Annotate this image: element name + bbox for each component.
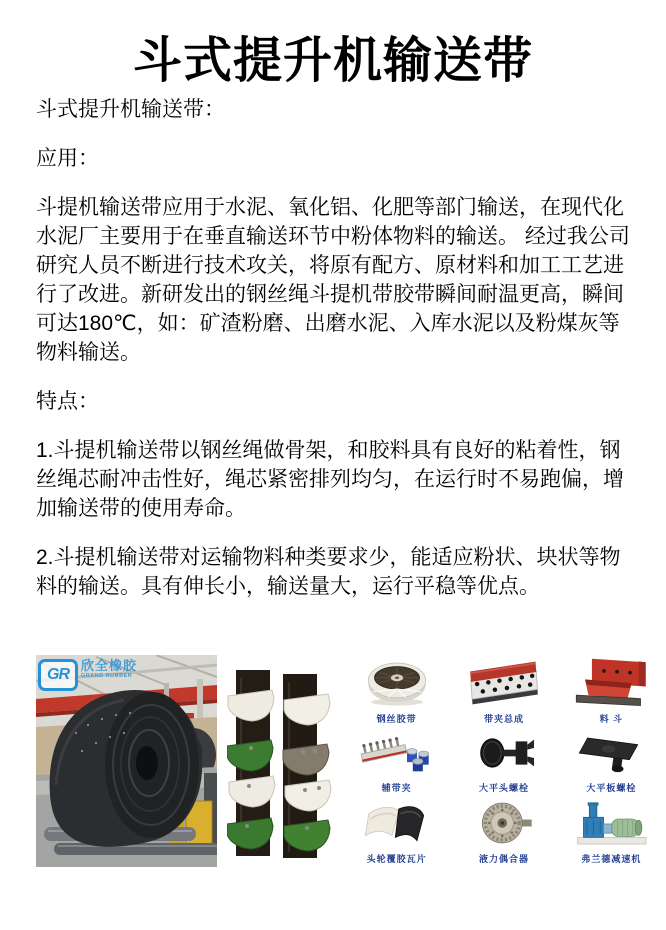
hopper-image: [566, 657, 656, 709]
paragraph-feature-2: 2.斗提机输送带对运输物料种类要求少，能适应粉状、块状等物料的输送。具有伸长小，输送量大，运行平稳等优点。: [36, 546, 621, 598]
brand-name-cn: 欣全橡胶: [81, 658, 138, 673]
product-gallery: [0, 648, 666, 878]
paragraph-application: 斗提机输送带应用于水泥、氧化铝、化肥等部门输送，在现代化水泥厂主要用于在垂直输送环节中粉体物料的输送。 经过我公司研究人员不断进行技术攻关，将原有配方、原材料和加工工艺进行了改进。新研发出的钢丝绳斗提机带胶带瞬间耐温更高，瞬间可达180℃，如：矿渣粉磨、出磨水泥、入库水泥以及粉煤灰等物料输送。: [36, 196, 630, 364]
flat-head-bolt-image: [459, 728, 549, 778]
product-tile-flat-head-bolt: [450, 728, 557, 797]
product-label: 头轮覆胶瓦片: [366, 854, 427, 864]
flender-reducer-image: [566, 799, 656, 849]
page-title: 斗式提升机输送带: [132, 34, 533, 88]
product-tile-flat-plate-bolt: [558, 728, 665, 797]
buckets-display-image: [227, 668, 333, 861]
product-tile-belt-clamp-strip: [343, 728, 450, 797]
article-subtitle: 斗式提升机输送带：: [36, 98, 225, 121]
product-label: 大平头螺栓: [478, 783, 529, 793]
paragraph-feature-1: 1.斗提机输送带以钢丝绳做骨架，和胶料具有良好的粘着性，钢丝绳芯耐冲击性好，绳芯紧密排列均匀，在运行时不易跑偏，增加输送带的使用寿命。: [36, 439, 624, 520]
flat-plate-bolt-image: [566, 728, 656, 778]
product-label: 辅带夹: [381, 783, 412, 793]
product-tile-fluid-coupling: [450, 797, 557, 868]
product-label: 液力偶合器: [478, 854, 529, 864]
product-tile-head-pulley-rubber-tile: [343, 797, 450, 868]
product-tile-hopper: [558, 657, 665, 728]
brand-logo: [38, 659, 137, 691]
product-label: 带夹总成: [483, 714, 524, 724]
section-heading-application: 应用：: [36, 147, 99, 170]
product-tile-belt-clamp-assembly: [450, 657, 557, 728]
product-tile-steel-cord-belt: [343, 657, 450, 728]
brand-name-en: GRAND RUBBER: [81, 673, 133, 679]
product-grid: [343, 657, 665, 867]
factory-belt-roll-photo: [36, 655, 217, 867]
belt-clamp-strip-image: [352, 728, 442, 778]
belt-clamp-assembly-image: [459, 657, 549, 709]
steel-cord-belt-image: [352, 657, 442, 709]
article-body: [36, 95, 636, 621]
fluid-coupling-image: [459, 797, 549, 849]
elevator-buckets-photo: [227, 668, 333, 861]
product-label: 大平板螺栓: [586, 783, 637, 793]
product-tile-flender-reducer: [558, 797, 665, 868]
gr-logo-icon: GR: [38, 659, 78, 691]
section-heading-features: 特点：: [36, 390, 99, 413]
product-label: 料 斗: [599, 714, 624, 724]
head-pulley-rubber-tile-image: [352, 799, 442, 849]
product-label: 钢丝胶带: [376, 714, 417, 724]
brand-logo-text: [81, 659, 137, 680]
product-label: 弗兰德减速机: [581, 854, 642, 864]
